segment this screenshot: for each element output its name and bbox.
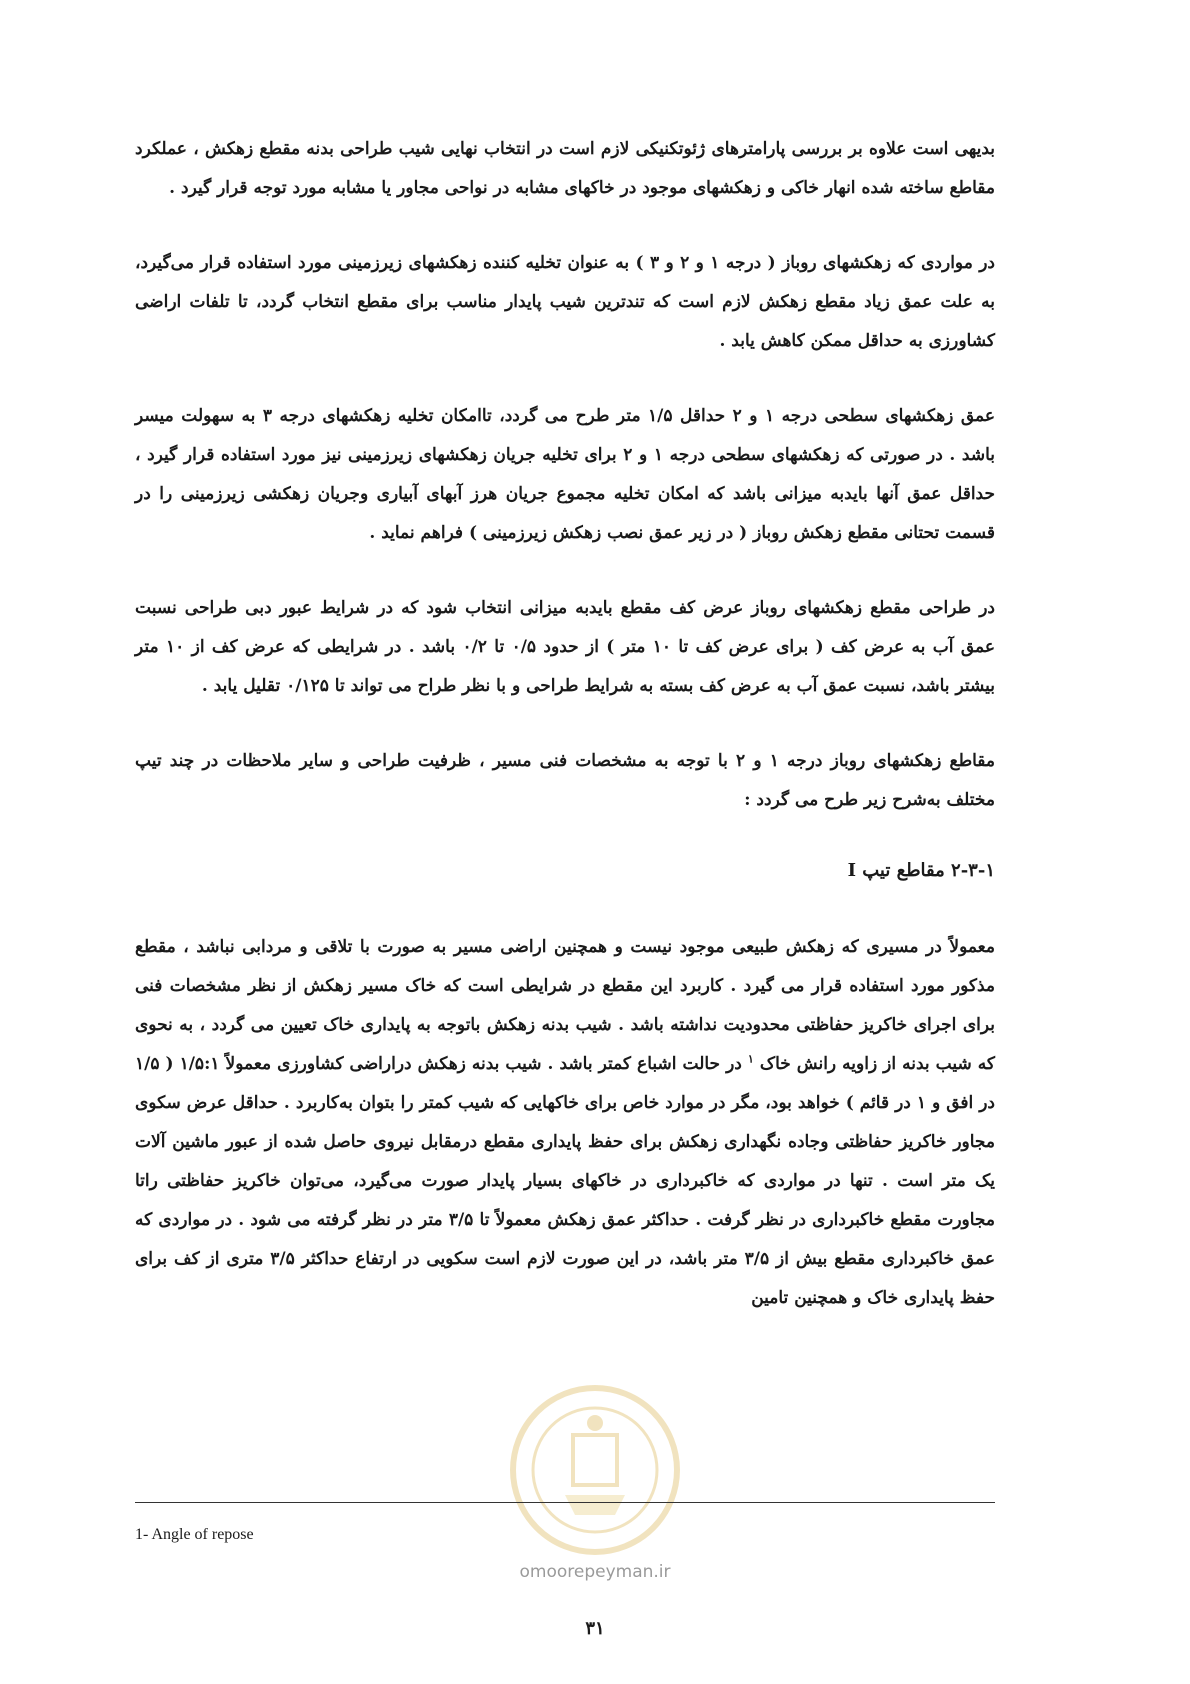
paragraph-1: بدیهی است علاوه بر بررسی پارامترهای ژئوتکنیکی لازم است در انتخاب نهایی شیب طراحی بدنه مقطع زهکش ، عملکرد مقاطع ساخته شده انهار خاکی و زهکشهای موجود در خاکهای مشابه در نواحی مجاور یا مشابه مورد توجه قرار گیرد . xyxy=(135,139,995,198)
watermark-text: omoorepeyman.ir xyxy=(519,1562,671,1582)
body-text xyxy=(135,130,995,1354)
footnote-reference[interactable]: ۱ xyxy=(747,1052,754,1066)
footnote: 1- Angle of repose xyxy=(135,1526,254,1543)
paragraph-6 xyxy=(135,928,995,1318)
paragraph-6-part-2: در حالت اشباع کمتر باشد . شیب بدنه زهکش دراراضی کشاورزی معمولاً ۱/۵:۱ ( ۱/۵ در افق و ۱ در قائم ) خواهد بود، مگر در موارد خاص برای خاکهایی که شیب کمتر را بتوان به‌کاربرد . حداقل عرض سکوی مجاور خاکریز حفاظتی وجاده نگهداری زهکش برای حفظ پایداری مقطع درمقابل نیروی حاصل شده از عبور ماشین آلات یک متر است . تنها در مواردی که خاکبرداری در خاکهای بسیار پایدار صورت می‌گیرد، می‌توان خاکریز حفاظتی راتا مجاورت مقطع خاکبرداری در نظر گرفت . حداکثر عمق زهکش معمولاً تا ۳/۵ متر در نظر گرفته می شود . در مواردی که عمق خاکبرداری مقطع بیش از ۳/۵ متر باشد، در این صورت لازم است سکویی در ارتفاع حداکثر ۳/۵ متری از کف برای حفظ پایداری خاک و همچنین تامین xyxy=(135,1054,995,1308)
footnote-divider xyxy=(135,1502,995,1503)
section-heading: ۲-۳-۱ مقاطع تیپ I xyxy=(847,860,995,881)
paragraph-6-part-1: معمولاً در مسیری که زهکش طبیعی موجود نیست و همچنین اراضی مسیر به صورت با تلاقی و مردابی نباشد ، مقطع مذکور مورد استفاده قرار می گیرد . کاربرد این مقطع در شرایطی است که خاک مسیر زهکش از نظر مشخصات فنی برای اجرای خاکریز حفاظتی محدودیت نداشته باشد . شیب بدنه زهکش باتوجه به پایداری خاک تعیین می گردد ، به نحوی که شیب بدنه از زاویه رانش خاک xyxy=(135,937,995,1074)
paragraph-3: عمق زهکشهای سطحی درجه ۱ و ۲ حداقل ۱/۵ متر طرح می گردد، تاامکان تخلیه زهکشهای درجه ۳ به سهولت میسر باشد . در صورتی که زهکشهای سطحی درجه ۱ و ۲ برای تخلیه جریان زهکشهای زیرزمینی نیز مورد استفاده قرار گیرد ، حداقل عمق آنها بایدبه میزانی باشد که امکان تخلیه مجموع جریان هرز آبهای آبیاری وجریان زهکشی زیرزمینی را در قسمت تحتانی مقطع زهکش روباز ( در زیر عمق نصب زهکش زیرزمینی ) فراهم نماید . xyxy=(135,406,996,543)
paragraph-5: مقاطع زهکشهای روباز درجه ۱ و ۲ با توجه به مشخصات فنی مسیر ، ظرفیت طراحی و سایر ملاحظات در چند تیپ مختلف به‌شرح زیر طرح می گردد : xyxy=(135,751,996,810)
watermark-seal-icon xyxy=(495,1375,695,1565)
paragraph-2: در مواردی که زهکشهای روباز ( درجه ۱ و ۲ و ۳ ) به عنوان تخلیه کننده زهکشهای زیرزمینی مورد استفاده قرار می‌گیرد، به علت عمق زیاد مقطع زهکش لازم است که تندترین شیب پایدار مناسب برای مقطع انتخاب گردد، تا تلفات اراضی کشاورزی به حداقل ممکن کاهش یابد . xyxy=(135,253,996,351)
paragraph-4: در طراحی مقطع زهکشهای روباز عرض کف مقطع بایدبه میزانی انتخاب شود که در شرایط عبور دبی طراحی نسبت عمق آب به عرض کف ( برای عرض کف تا ۱۰ متر ) از حدود ۰/۵ تا ۰/۲ باشد . در شرایطی که عرض کف از ۱۰ متر بیشتر باشد، نسبت عمق آب به عرض کف بسته به شرایط طراحی و با نظر طراح می تواند تا ۰/۱۲۵ تقلیل یابد . xyxy=(135,598,995,696)
page-number: ۳۱ xyxy=(585,1618,605,1639)
